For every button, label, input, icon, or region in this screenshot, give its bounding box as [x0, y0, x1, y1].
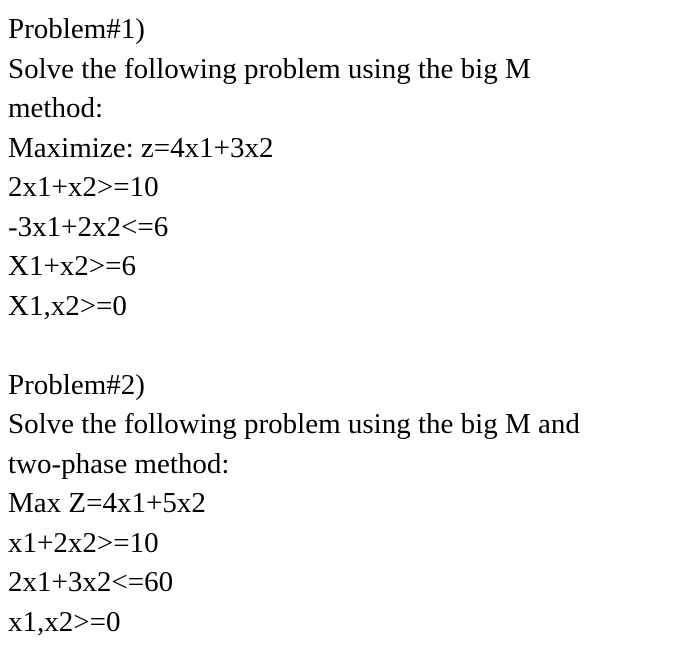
- problem-1-constraint: -3x1+2x2<=6: [8, 210, 169, 243]
- problem-1-constraint: 2x1+x2>=10: [8, 171, 159, 203]
- problem-2-instruction-continued: two-phase method:: [8, 447, 230, 480]
- problem-2-objective: Max Z=4x1+5x2: [8, 487, 206, 519]
- problem-1-nonnegativity: X1,x2>=0: [8, 289, 127, 322]
- problem-1-constraint: X1+x2>=6: [8, 250, 137, 282]
- problem-2-section: [8, 366, 692, 643]
- document-body: [8, 10, 692, 642]
- problem-1-heading: Problem#1): [8, 13, 145, 45]
- problem-2-nonnegativity: x1,x2>=0: [8, 605, 121, 638]
- problem-2-constraint: x1+2x2>=10: [8, 526, 159, 559]
- problem-1-section: [8, 10, 692, 326]
- problem-2-heading: Problem#2): [8, 368, 145, 401]
- problem-1-instruction: Solve the following problem using the big M: [8, 52, 531, 85]
- section-spacer: [8, 326, 692, 366]
- problem-1-instruction-continued: method:: [8, 92, 104, 124]
- problem-1-objective: Maximize: z=4x1+3x2: [8, 131, 274, 164]
- problem-2-constraint: 2x1+3x2<=60: [8, 566, 174, 598]
- problem-2-instruction: Solve the following problem using the big M and: [8, 408, 580, 440]
